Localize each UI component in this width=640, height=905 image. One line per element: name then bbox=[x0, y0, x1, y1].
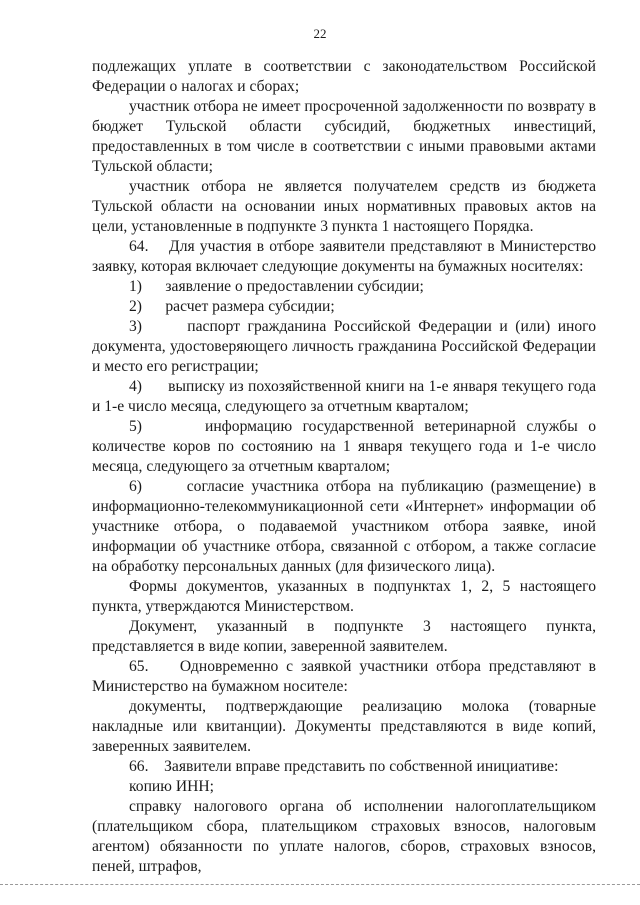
page-number: 22 bbox=[313, 26, 327, 41]
clause-65: 65. Одновременно с заявкой участники отбора представляют в Министерство на бумажном носителе: bbox=[92, 658, 596, 695]
list-item: 4) выписку из похозяйственной книги на 1-е января текущего года и 1-е число месяца, следующего за отчетным кварталом; bbox=[92, 378, 596, 415]
paragraph: Документ, указанный в подпункте 3 настоящего пункта, представляется в виде копии, заверенной заявителем. bbox=[92, 618, 596, 655]
list-item: 6) согласие участника отбора на публикацию (размещение) в информационно-телекоммуникационной сети «Интернет» информации об участнике отбора, о подаваемой участником отбора заявке, иной информации об участнике отбора, связанной с отбором, а также согласие на обработку персональных данных (для физического лица). bbox=[92, 478, 596, 575]
paragraph: участник отбора не имеет просроченной задолженности по возврату в бюджет Тульской области субсидий, бюджетных инвестиций, предоставленных в том числе в соответствии с иными правовыми актами Тульской области; bbox=[92, 98, 596, 175]
paragraph: документы, подтверждающие реализацию молока (товарные накладные или квитанции). Документы представляются в виде копий, заверенных заявителем. bbox=[92, 698, 596, 755]
list-item: 2) расчет размера субсидии; bbox=[129, 298, 335, 315]
paragraph: подлежащих уплате в соответствии с законодательством Российской Федерации о налогах и сборах; bbox=[92, 58, 596, 95]
list-item: 5) информацию государственной ветеринарной службы о количестве коров по состоянию на 1 января текущего года и 1-е число месяца, следующего за отчетным кварталом; bbox=[92, 418, 596, 475]
paragraph: копию ИНН; bbox=[129, 778, 214, 795]
list-item: 3) паспорт гражданина Российской Федерации и (или) иного документа, удостоверяющего личность гражданина Российской Федерации и место его регистрации; bbox=[92, 318, 596, 375]
list-item: 1) заявление о предоставлении субсидии; bbox=[129, 278, 424, 295]
scan-edge-divider bbox=[0, 884, 640, 886]
document-body bbox=[92, 57, 596, 877]
paragraph: справку налогового органа об исполнении налогоплательщиком (плательщиком сбора, плательщиком страховых взносов, налоговым агентом) обязанности по уплате налогов, сборов, страховых взносов, пеней, штрафов, bbox=[92, 798, 596, 875]
paragraph: участник отбора не является получателем средств из бюджета Тульской области на основании иных нормативных правовых актов на цели, установленные в подпункте 3 пункта 1 настоящего Порядка. bbox=[92, 178, 596, 235]
paragraph: Формы документов, указанных в подпунктах 1, 2, 5 настоящего пункта, утверждаются Министерством. bbox=[92, 578, 596, 615]
clause-64: 64. Для участия в отборе заявители представляют в Министерство заявку, которая включает следующие документы на бумажных носителях: bbox=[92, 238, 596, 275]
clause-66: 66. Заявители вправе представить по собственной инициативе: bbox=[129, 758, 559, 775]
